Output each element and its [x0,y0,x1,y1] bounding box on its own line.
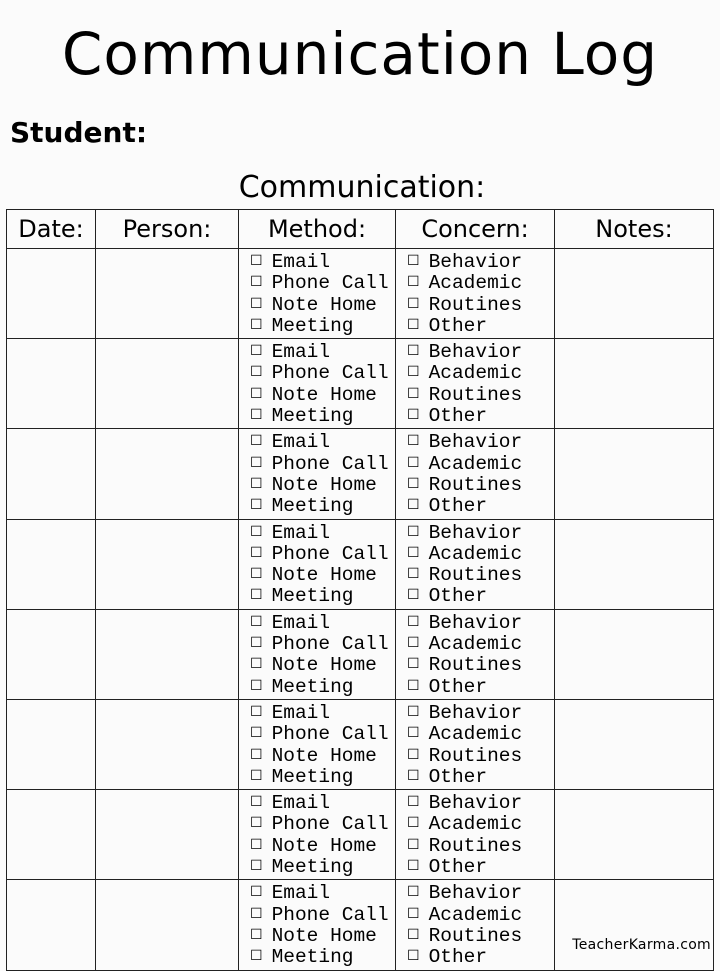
method-option-label: Phone Call [271,272,389,295]
concern-option[interactable] [407,383,554,407]
concern-option-label: Academic [428,813,523,836]
footer-credit: TeacherKarma.com [572,937,711,953]
communication-label: Communication: [238,170,486,205]
method-option[interactable] [250,542,395,566]
checkbox-icon[interactable]: ☐ [407,588,420,605]
concern-cell [396,519,555,609]
concern-option[interactable] [407,473,554,497]
table-row [7,339,714,429]
concern-option[interactable] [407,834,554,858]
concern-cell [396,880,555,970]
table-row [7,429,714,519]
checkbox-icon[interactable]: ☐ [407,885,420,902]
method-option-label: Note Home [271,744,377,767]
method-option-label: Email [271,701,331,724]
checkbox-icon[interactable]: ☐ [250,296,263,313]
concern-cell [396,339,555,429]
concern-option[interactable] [407,407,554,428]
method-cell [239,249,396,339]
concern-option-label: Academic [428,452,523,475]
method-option-label: Email [271,792,331,815]
person-cell[interactable] [96,519,239,609]
concern-option-label: Behavior [428,521,523,544]
concern-options [396,339,554,428]
method-option-label: Email [271,251,331,273]
checkbox-icon[interactable]: ☐ [407,254,420,270]
checkbox-icon[interactable]: ☐ [250,344,263,361]
checkbox-icon[interactable]: ☐ [250,657,263,674]
method-option-label: Note Home [271,924,377,947]
date-cell[interactable] [7,429,96,519]
method-option[interactable] [250,815,395,836]
method-option[interactable] [250,253,395,274]
method-option-label: Phone Call [271,542,389,565]
concern-option[interactable] [407,253,554,274]
concern-cell [396,609,555,699]
communication-log-table [6,209,714,971]
concern-option-label: Routines [428,293,523,316]
method-option[interactable] [250,274,395,295]
concern-option-label: Routines [428,654,523,677]
method-option[interactable] [250,343,395,364]
checkbox-icon[interactable]: ☐ [407,545,420,562]
checkbox-icon[interactable]: ☐ [250,678,263,695]
checkbox-icon[interactable]: ☐ [250,386,263,403]
concern-option[interactable] [407,452,554,476]
checkbox-icon[interactable]: ☐ [407,726,420,743]
table-row [7,609,714,699]
person-cell[interactable] [96,880,239,970]
column-header-method: Method: [239,210,396,249]
checkbox-icon[interactable]: ☐ [250,614,263,631]
checkbox-icon[interactable]: ☐ [407,386,420,403]
method-option-label: Meeting [271,405,354,428]
concern-option[interactable] [407,948,554,969]
method-option-label: Email [271,882,331,905]
method-option-label: Meeting [271,765,354,788]
checkbox-icon[interactable]: ☐ [250,365,263,382]
method-option-label: Note Home [271,834,377,857]
concern-option-label: Academic [428,903,523,926]
concern-option-label: Routines [428,834,523,857]
concern-option[interactable] [407,635,554,656]
concern-option[interactable] [407,794,554,815]
method-option[interactable] [250,587,395,608]
method-option-label: Email [271,341,331,364]
concern-option[interactable] [407,497,554,518]
method-option-label: Note Home [271,473,377,496]
concern-option-label: Routines [428,924,523,947]
student-label: Student: [10,116,148,149]
checkbox-icon[interactable]: ☐ [250,768,263,785]
method-options [239,700,395,789]
concern-option[interactable] [407,611,554,635]
checkbox-icon[interactable]: ☐ [407,455,420,472]
checkbox-icon[interactable]: ☐ [407,344,420,361]
concern-option[interactable] [407,744,554,768]
concern-option-label: Routines [428,473,523,496]
concern-option-label: Behavior [428,341,523,364]
concern-option-label: Academic [428,272,523,295]
method-option[interactable] [250,452,395,476]
checkbox-icon[interactable]: ☐ [407,524,420,541]
header-row [7,210,714,249]
checkbox-icon[interactable]: ☐ [407,704,420,721]
method-option[interactable] [250,675,395,699]
method-option[interactable] [250,725,395,746]
checkbox-icon[interactable]: ☐ [407,636,420,653]
checkbox-icon[interactable]: ☐ [407,837,420,854]
checkbox-icon[interactable]: ☐ [407,434,420,451]
concern-option-label: Other [428,946,488,969]
table-row [7,880,714,970]
concern-option[interactable] [407,903,554,927]
concern-option[interactable] [407,884,554,905]
method-option[interactable] [250,521,395,545]
checkbox-icon[interactable]: ☐ [250,317,263,334]
concern-option[interactable] [407,858,554,879]
concern-option[interactable] [407,656,554,677]
method-option-label: Phone Call [271,362,389,385]
checkbox-icon[interactable]: ☐ [250,859,263,876]
person-cell[interactable] [96,249,239,339]
checkbox-icon[interactable]: ☐ [250,704,263,721]
table-row [7,790,714,880]
concern-option-label: Academic [428,633,523,656]
concern-option[interactable] [407,587,554,608]
method-option[interactable] [250,765,395,789]
concern-option-label: Behavior [428,611,523,634]
checkbox-icon[interactable]: ☐ [250,498,263,515]
concern-options [396,700,554,789]
checkbox-icon[interactable]: ☐ [250,636,263,653]
concern-option-label: Routines [428,564,523,587]
method-option[interactable] [250,794,395,815]
checkbox-icon[interactable]: ☐ [250,837,263,854]
method-option-label: Phone Call [271,633,389,656]
notes-cell[interactable] [555,339,714,429]
checkbox-icon[interactable]: ☐ [250,885,263,902]
checkbox-icon[interactable]: ☐ [250,455,263,472]
method-option-label: Meeting [271,585,354,608]
method-options [239,249,395,338]
checkbox-icon[interactable]: ☐ [250,795,263,812]
method-options [239,429,395,518]
method-option[interactable] [250,701,395,725]
concern-option-label: Behavior [428,792,523,815]
method-option-label: Meeting [271,495,354,518]
method-option[interactable] [250,903,395,927]
concern-options [396,610,554,699]
notes-cell[interactable] [555,519,714,609]
concern-options [396,429,554,518]
concern-option[interactable] [407,701,554,725]
method-option[interactable] [250,383,395,407]
concern-option-label: Other [428,495,488,518]
date-cell[interactable] [7,339,96,429]
concern-option[interactable] [407,566,554,587]
method-option-label: Note Home [271,383,377,406]
method-option-label: Meeting [271,946,354,969]
method-option-label: Meeting [271,675,354,698]
person-cell[interactable] [96,609,239,699]
concern-option-label: Academic [428,723,523,746]
method-cell [239,339,396,429]
column-header-person: Person: [96,210,239,249]
concern-option[interactable] [407,343,554,364]
checkbox-icon[interactable]: ☐ [407,275,420,292]
checkbox-icon[interactable]: ☐ [407,906,420,923]
column-header-notes: Notes: [555,210,714,249]
method-option-label: Phone Call [271,813,389,836]
concern-option-label: Behavior [428,882,523,905]
concern-options [396,880,554,969]
method-option[interactable] [250,314,395,338]
concern-cell [396,249,555,339]
method-option[interactable] [250,293,395,317]
method-cell [239,790,396,880]
person-cell[interactable] [96,339,239,429]
person-cell[interactable] [96,699,239,789]
date-cell[interactable] [7,880,96,970]
method-options [239,790,395,879]
concern-option[interactable] [407,675,554,699]
method-option[interactable] [250,924,395,948]
notes-cell[interactable] [555,609,714,699]
concern-option[interactable] [407,725,554,746]
concern-cell [396,429,555,519]
checkbox-icon[interactable]: ☐ [407,795,420,812]
checkbox-icon[interactable]: ☐ [250,816,263,833]
checkbox-icon[interactable]: ☐ [407,567,420,584]
method-option[interactable] [250,611,395,635]
concern-option-label: Routines [428,744,523,767]
checkbox-icon[interactable]: ☐ [407,476,420,493]
concern-option-label: Behavior [428,701,523,724]
method-option[interactable] [250,744,395,768]
method-option[interactable] [250,635,395,656]
concern-option-label: Other [428,675,488,698]
concern-cell [396,790,555,880]
checkbox-icon[interactable]: ☐ [250,567,263,584]
method-option-label: Meeting [271,314,354,337]
checkbox-icon[interactable]: ☐ [250,254,263,270]
method-cell [239,519,396,609]
table-row [7,249,714,339]
notes-cell[interactable] [555,790,714,880]
checkbox-icon[interactable]: ☐ [250,588,263,605]
person-cell[interactable] [96,429,239,519]
method-option[interactable] [250,473,395,497]
date-cell[interactable] [7,249,96,339]
notes-cell[interactable] [555,429,714,519]
concern-option-label: Other [428,765,488,788]
checkbox-icon[interactable]: ☐ [250,524,263,541]
method-option[interactable] [250,884,395,905]
method-cell [239,699,396,789]
concern-option-label: Other [428,405,488,428]
concern-option-label: Routines [428,383,523,406]
checkbox-icon[interactable]: ☐ [407,296,420,313]
checkbox-icon[interactable]: ☐ [407,949,420,966]
checkbox-icon[interactable]: ☐ [407,859,420,876]
method-cell [239,880,396,970]
method-option-label: Phone Call [271,723,389,746]
method-cell [239,609,396,699]
method-option[interactable] [250,656,395,677]
checkbox-icon[interactable]: ☐ [407,816,420,833]
checkbox-icon[interactable]: ☐ [407,747,420,764]
method-option-label: Email [271,431,331,454]
column-header-date: Date: [7,210,96,249]
checkbox-icon[interactable]: ☐ [250,408,263,425]
concern-option-label: Behavior [428,251,523,273]
checkbox-icon[interactable]: ☐ [407,498,420,515]
checkbox-icon[interactable]: ☐ [250,927,263,944]
method-option[interactable] [250,407,395,428]
checkbox-icon[interactable]: ☐ [250,949,263,966]
method-cell [239,429,396,519]
method-option-label: Email [271,611,331,634]
method-option[interactable] [250,834,395,858]
person-cell[interactable] [96,790,239,880]
concern-option[interactable] [407,274,554,295]
notes-cell[interactable] [555,699,714,789]
checkbox-icon[interactable]: ☐ [407,927,420,944]
concern-option-label: Academic [428,362,523,385]
checkbox-icon[interactable]: ☐ [407,365,420,382]
checkbox-icon[interactable]: ☐ [407,678,420,695]
concern-option[interactable] [407,542,554,566]
checkbox-icon[interactable]: ☐ [407,408,420,425]
notes-cell[interactable] [555,880,714,970]
table-row [7,519,714,609]
method-option[interactable] [250,858,395,879]
table-row [7,699,714,789]
date-cell[interactable] [7,699,96,789]
method-option[interactable] [250,364,395,385]
method-option-label: Phone Call [271,903,389,926]
checkbox-icon[interactable]: ☐ [250,545,263,562]
method-option[interactable] [250,433,395,454]
concern-option[interactable] [407,364,554,385]
page-title: Communication Log [61,20,659,88]
concern-options [396,249,554,338]
checkbox-icon[interactable]: ☐ [250,434,263,451]
concern-cell [396,699,555,789]
method-option-label: Meeting [271,856,354,879]
concern-option-label: Other [428,314,488,337]
method-option-label: Email [271,521,331,544]
concern-option[interactable] [407,521,554,545]
concern-options [396,790,554,879]
date-cell[interactable] [7,790,96,880]
method-option-label: Phone Call [271,452,389,475]
notes-cell[interactable] [555,249,714,339]
method-option-label: Note Home [271,654,377,677]
checkbox-icon[interactable]: ☐ [407,768,420,785]
concern-option-label: Other [428,585,488,608]
concern-option[interactable] [407,765,554,789]
checkbox-icon[interactable]: ☐ [250,726,263,743]
method-options [239,610,395,699]
checkbox-icon[interactable]: ☐ [250,476,263,493]
checkbox-icon[interactable]: ☐ [250,747,263,764]
concern-option[interactable] [407,433,554,454]
checkbox-icon[interactable]: ☐ [407,657,420,674]
concern-option-label: Other [428,856,488,879]
method-options [239,339,395,428]
method-options [239,520,395,609]
concern-option-label: Academic [428,542,523,565]
concern-option[interactable] [407,293,554,317]
method-option[interactable] [250,497,395,518]
method-options [239,880,395,969]
checkbox-icon[interactable]: ☐ [250,275,263,292]
concern-option[interactable] [407,314,554,338]
concern-option[interactable] [407,924,554,948]
concern-options [396,520,554,609]
date-cell[interactable] [7,609,96,699]
concern-option-label: Behavior [428,431,523,454]
date-cell[interactable] [7,519,96,609]
method-option-label: Note Home [271,564,377,587]
method-option[interactable] [250,566,395,587]
log-body [7,249,714,971]
column-header-concern: Concern: [396,210,555,249]
method-option-label: Note Home [271,293,377,316]
method-option[interactable] [250,948,395,969]
checkbox-icon[interactable]: ☐ [250,906,263,923]
checkbox-icon[interactable]: ☐ [407,317,420,334]
checkbox-icon[interactable]: ☐ [407,614,420,631]
concern-option[interactable] [407,815,554,836]
